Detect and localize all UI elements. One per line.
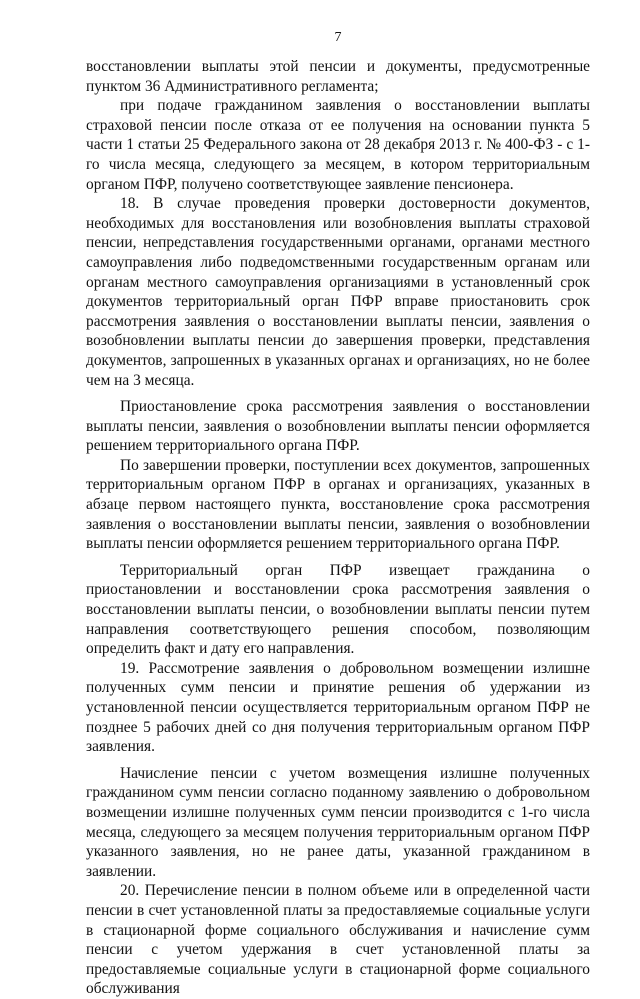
paragraph-suspension: Приостановление срока рассмотрения заявления о восстановлении выплаты пенсии, заявления о возобновлении выплаты пенсии оформляется решением территориального органа ПФР.: [86, 398, 590, 455]
paragraph-continuation: восстановлении выплаты этой пенсии и документы, предусмотренные пунктом 36 Административного регламента;: [86, 58, 590, 95]
paragraph-clause-19: 19. Рассмотрение заявления о добровольном возмещении излишне полученных сумм пенсии и принятие решения об удержании из установленной пенсии осуществляется территориальным органом ПФР не позднее 5 рабочих дней со дня получения территориальным органом ПФР заявления.: [86, 659, 590, 756]
paragraph-clause-20: 20. Перечисление пенсии в полном объеме или в определенной части пенсии в счет установленной платы за предоставляемые социальные услуги в стационарной форме социального обслуживания и начисление сумм пенсии с учетом удержания в счет установленной платы за предоставляемые социальные услуги в стационарной форме социального обслуживания: [86, 882, 590, 998]
paragraph-notification: Территориальный орган ПФР извещает гражданина о приостановлении и восстановлении срока рассмотрения заявления о восстановлении выплаты пенсии, о возобновлении выплаты пенсии путем направления соответствующего решения способом, позволяющим определить факт и дату его направления.: [86, 561, 590, 658]
paragraph-verification-complete: По завершении проверки, поступлении всех документов, запрошенных территориальным органом ПФР в органах и организациях, указанных в абзаце первом настоящего пункта, восстановление срока рассмотрения заявления о восстановлении выплаты пенсии, заявления о возобновлении выплаты пенсии оформляется решением территориального органа ПФР.: [86, 456, 590, 553]
paragraph-refusal-restoration: при подаче гражданином заявления о восстановлении выплаты страховой пенсии после отказа от ее получения на основании пункта 5 части 1 статьи 25 Федерального закона от 28 декабря 2013 г. № 400-ФЗ - с 1-го числа месяца, следующего за месяцем, в котором территориальным органом ПФР, получено соответствующее заявление пенсионера.: [86, 97, 590, 193]
paragraph-clause-18: 18. В случае проведения проверки достоверности документов, необходимых для восстановления или возобновления выплаты страховой пенсии, непредставления государственными органами, органами местного самоуправления либо подведомственными государственным органам или органам местного самоуправления организациями в установленный срок документов территориальный орган ПФР вправе приостановить срок рассмотрения заявления о восстановлении выплаты пенсии, заявления о возобновлении выплаты пенсии до завершения проверки, представления документов, запрошенных в указанных органах и организациях, но не более чем на 3 месяца.: [86, 195, 590, 389]
paragraph-accrual: Начисление пенсии с учетом возмещения излишне полученных гражданином сумм пенсии согласно поданному заявлению о добровольном возмещении излишне полученных сумм пенсии производится с 1-го числа месяца, следующего за месяцем получения территориальным органом ПФР указанного заявления, но не ранее даты, указанной гражданином в заявлении.: [86, 764, 590, 880]
page-number: 7: [334, 30, 342, 45]
